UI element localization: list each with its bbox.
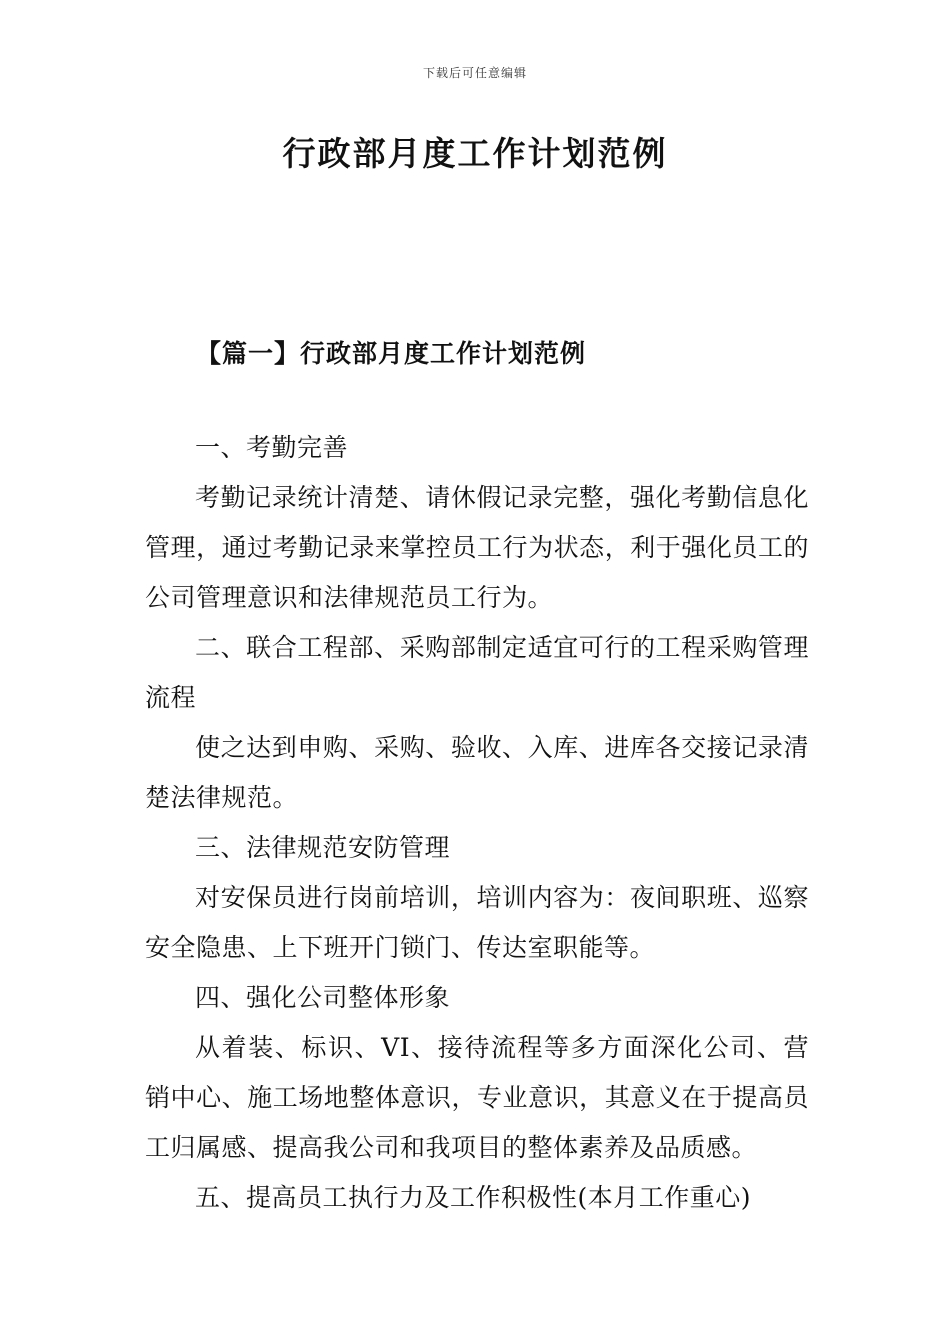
paragraph-3: 对安保员进行岗前培训，培训内容为：夜间职班、巡察安全隐患、上下班开门锁门、传达室职能等。 (145, 883, 809, 962)
paragraph-heading-2: 二、联合工程部、采购部制定适宜可行的工程采购管理流程 (145, 633, 809, 712)
paragraph-heading-4: 四、强化公司整体形象 (195, 983, 451, 1012)
paragraph-heading-3: 三、法律规范安防管理 (195, 833, 451, 862)
paragraph-heading-1: 一、考勤完善 (195, 433, 349, 462)
paragraph-2: 使之达到申购、采购、验收、入库、进库各交接记录清楚法律规范。 (145, 733, 809, 812)
document-body (145, 423, 809, 1223)
section-heading: 【篇一】行政部月度工作计划范例 (196, 339, 587, 368)
paragraph-1: 考勤记录统计清楚、请休假记录完整，强化考勤信息化管理，通过考勤记录来掌控员工行为状态，利于强化员工的公司管理意识和法律规范员工行为。 (145, 483, 809, 612)
paragraph-4: 从着装、标识、VI、接待流程等多方面深化公司、营销中心、施工场地整体意识，专业意识，其意义在于提高员工归属感、提高我公司和我项目的整体素养及品质感。 (145, 1033, 809, 1162)
paragraph-heading-5: 五、提高员工执行力及工作积极性(本月工作重心) (195, 1183, 752, 1212)
document-title: 行政部月度工作计划范例 (282, 134, 668, 173)
header-note: 下载后可任意编辑 (422, 66, 527, 80)
